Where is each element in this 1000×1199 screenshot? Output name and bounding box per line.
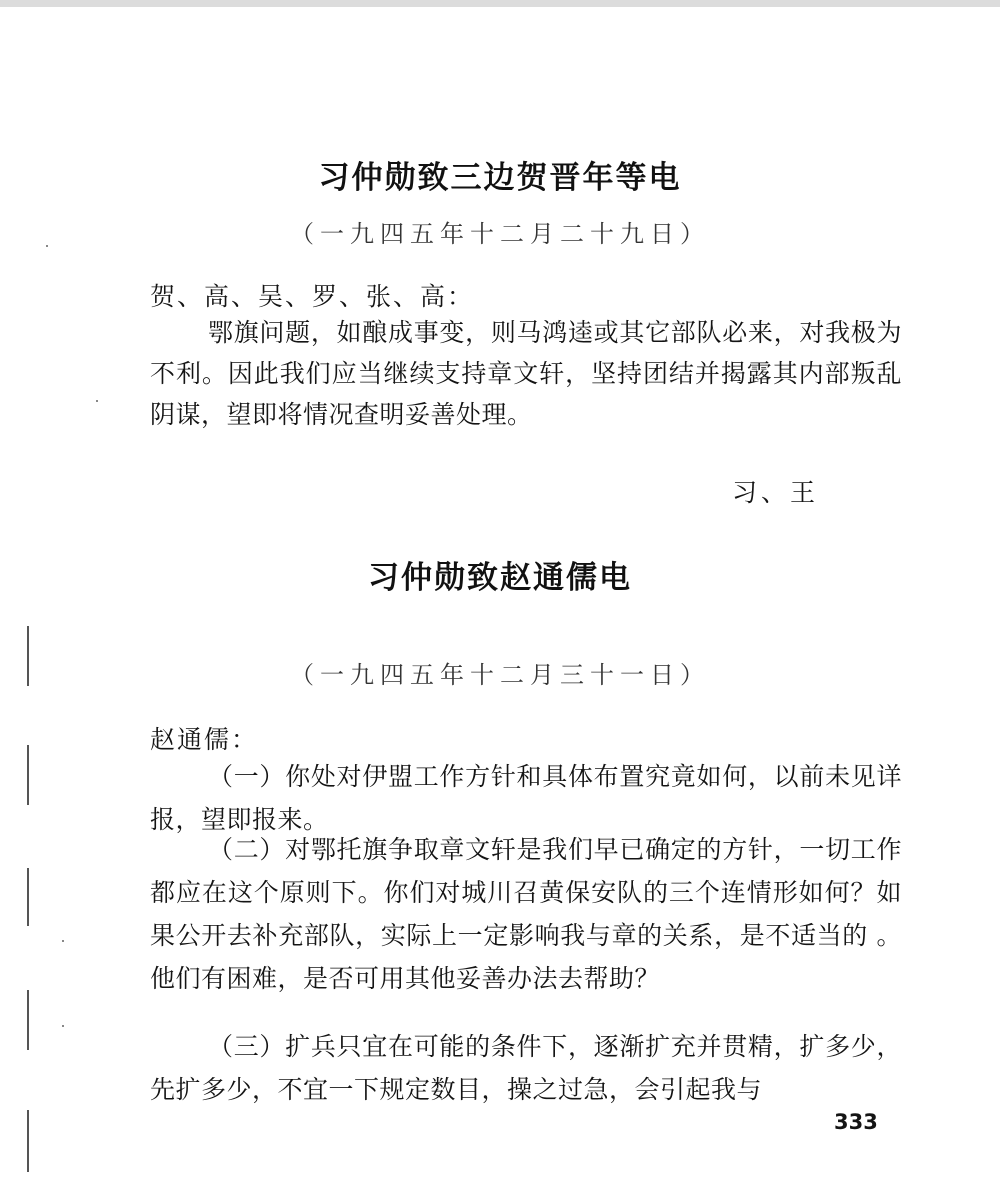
signature: 习、王 xyxy=(732,478,820,507)
page-number: 333 xyxy=(834,1110,878,1134)
scan-margin-mark xyxy=(27,1110,29,1172)
document-title: 习仲勋致三边贺晋年等电 xyxy=(318,160,682,196)
body-paragraph: （三）扩兵只宜在可能的条件下，逐渐扩充并贯精，扩多少，先扩多少，不宜一下规定数目，操之过急，会引起我与 xyxy=(150,1032,902,1104)
body-paragraph: （二）对鄂托旗争取章文轩是我们早已确定的方针，一切工作都应在这个原则下。你们对城川召黄保安队的三个连情形如何？如果公开去补充部队，实际上一定影响我与章的关系，是不适当的 。他们有困难，是否可用其他妥善办法去帮助？ xyxy=(150,835,902,993)
scan-margin-mark xyxy=(27,745,29,805)
document-title: 习仲勋致赵通儒电 xyxy=(368,560,632,596)
body-paragraph: （一）你处对伊盟工作方针和具体布置究竟如何，以前未见详报，望即报来。 xyxy=(150,762,902,834)
salutation: 赵通儒： xyxy=(150,725,259,754)
body-paragraph: 鄂旗问题，如酿成事变，则马鸿逵或其它部队必来，对我极为不利。因此我们应当继续支持章文轩，坚持团结并揭露其内部叛乱阴谋，望即将情况查明妥善处理。 xyxy=(150,318,902,429)
scan-speck xyxy=(96,400,98,402)
scan-margin-mark xyxy=(27,868,29,926)
scan-margin-mark xyxy=(27,990,29,1050)
scan-top-edge xyxy=(0,0,1000,7)
salutation: 贺、高、吴、罗、张、高： xyxy=(150,282,475,311)
document-date: （一九四五年十二月三十一日） xyxy=(290,661,710,689)
scan-speck xyxy=(62,940,64,942)
scan-speck xyxy=(62,1025,64,1027)
document-date: （一九四五年十二月二十九日） xyxy=(290,220,710,248)
